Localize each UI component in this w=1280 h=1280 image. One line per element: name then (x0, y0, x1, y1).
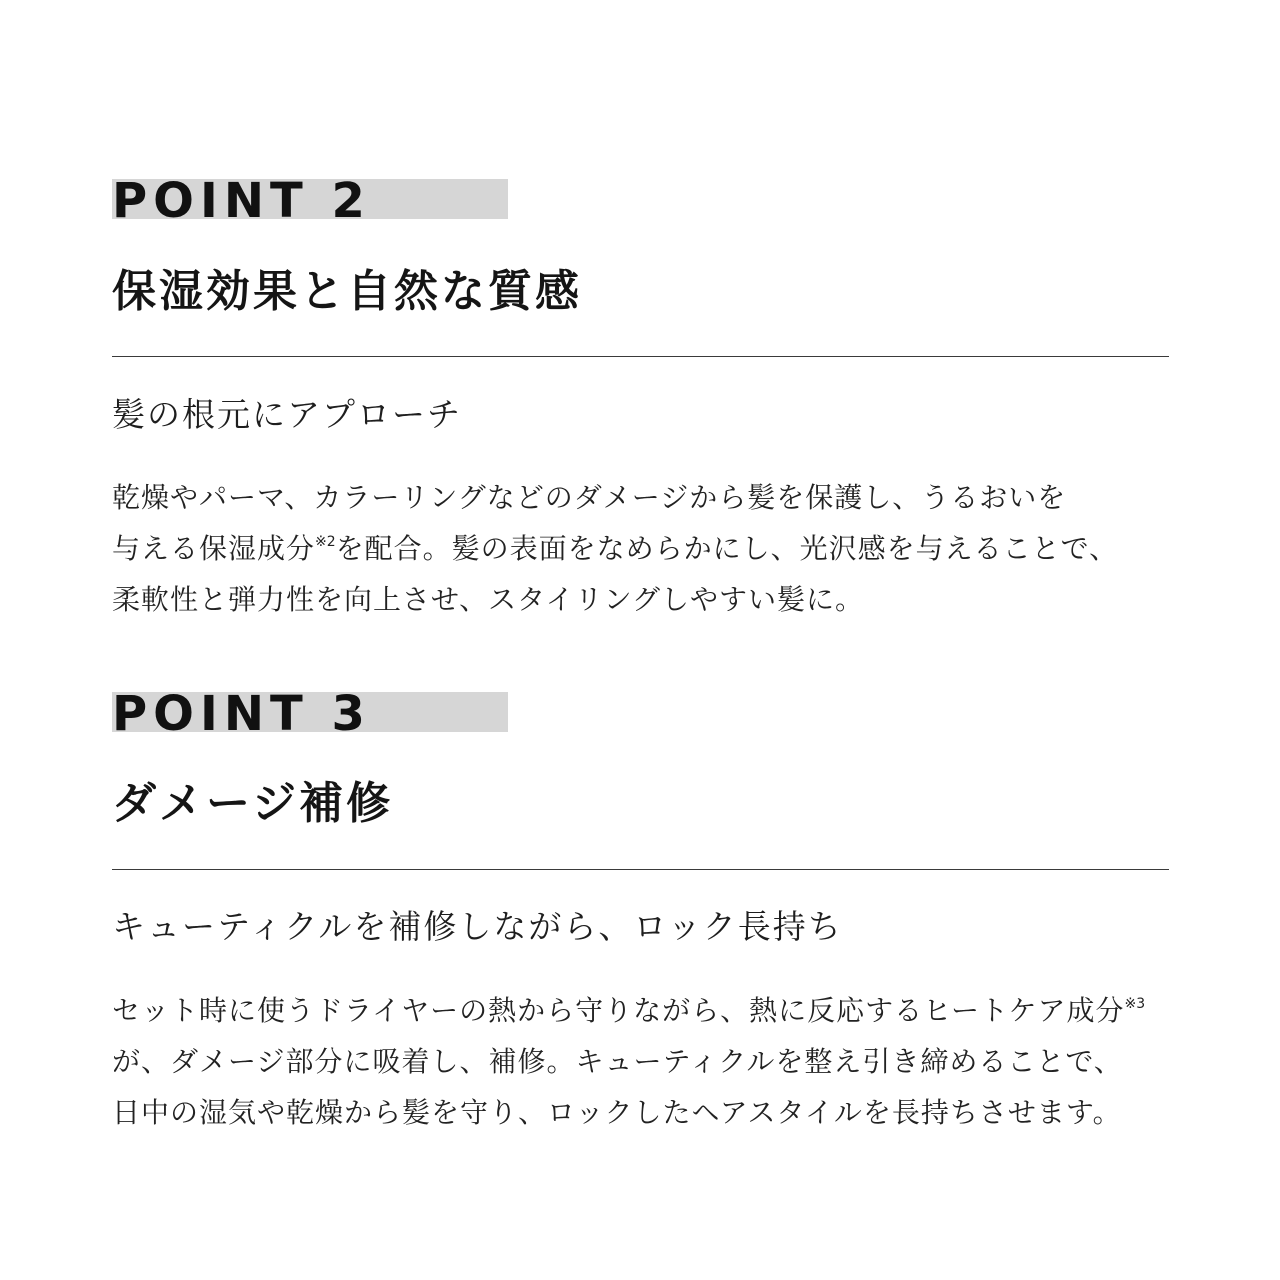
point-3-body-line-2: が、ダメージ部分に吸着し、補修。キューティクルを整え引き締めることで、 (112, 1045, 1123, 1078)
point-2-body-line-2a: 与える保湿成分 (112, 532, 316, 565)
point-3-heading: ダメージ補修 (112, 778, 394, 829)
point-2-body-line-2b: を配合。髪の表面をなめらかにし、光沢感を与えることで、 (335, 532, 1119, 565)
point-3-label-text: POINT 3 (112, 686, 371, 742)
footnote-ref-3: ※3 (1124, 996, 1146, 1012)
point-2-subheading: 髪の根元にアプローチ (112, 395, 462, 434)
point-3-label (112, 686, 508, 742)
point-2-body-line-1: 乾燥やパーマ、カラーリングなどのダメージから髪を保護し、うるおいを (112, 481, 1067, 514)
point-2-divider (112, 356, 1169, 357)
point-3-body-line-3: 日中の湿気や乾燥から髪を守り、ロックしたヘアスタイルを長持ちさせます。 (112, 1096, 1122, 1129)
footnote-ref-2: ※2 (315, 534, 336, 550)
point-2-label-text: POINT 2 (112, 173, 371, 229)
point-3-body (112, 985, 1172, 1138)
point-2-body (112, 472, 1172, 625)
point-3-divider (112, 869, 1169, 870)
point-2-body-line-3: 柔軟性と弾力性を向上させ、スタイリングしやすい髪に。 (112, 583, 865, 616)
point-2-body-line-2 (112, 523, 1172, 574)
point-3-subheading: キューティクルを補修しながら、ロック長持ち (112, 907, 843, 946)
point-3-body-line-1a: セット時に使うドライヤーの熱から守りながら、熱に反応するヒートケア成分 (112, 994, 1125, 1027)
point-2-label (112, 173, 508, 229)
point-2-heading: 保湿効果と自然な質感 (112, 266, 582, 317)
point-3-body-line-1 (112, 985, 1172, 1036)
